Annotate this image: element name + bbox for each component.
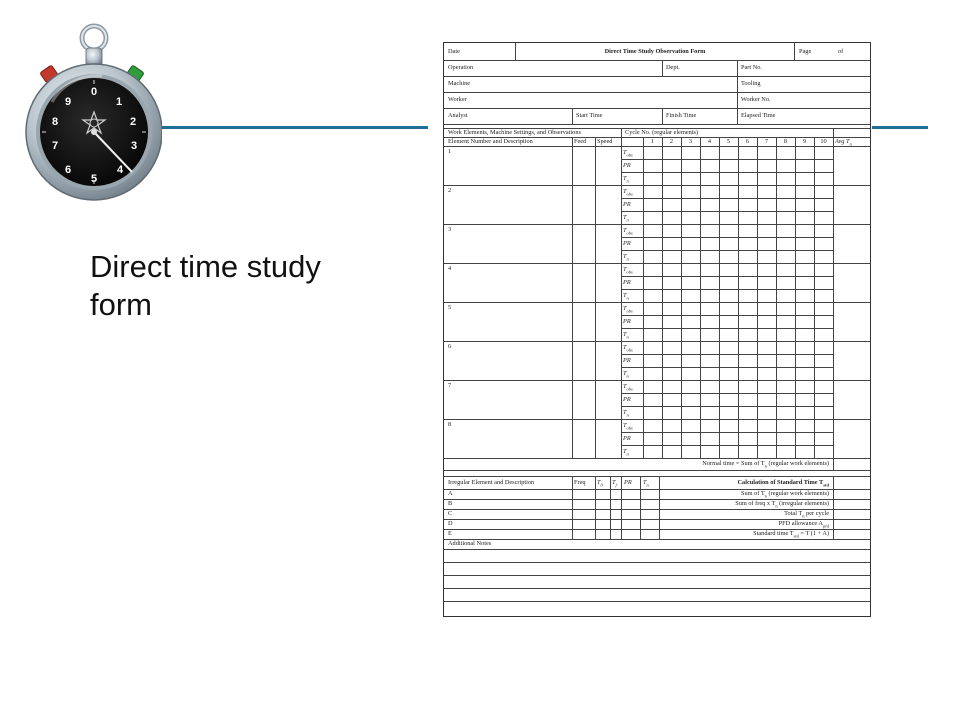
- cycle-col-head-1: 1: [650, 138, 655, 145]
- cycle-col-rule: [795, 137, 796, 458]
- sub-row-label: PR: [623, 318, 631, 325]
- element-row-rule: [444, 224, 870, 225]
- irregular-col-rule: [640, 476, 641, 539]
- form-rule: [572, 137, 573, 458]
- element-row-rule: [444, 302, 870, 303]
- dial-number-2: 2: [129, 116, 137, 128]
- sub-row-label: $T_n$: [623, 448, 629, 457]
- dial-number-1: 1: [115, 96, 123, 108]
- dial-number-8: 8: [51, 116, 59, 128]
- sub-row-rule: [621, 237, 833, 238]
- sub-row-label: PR: [623, 396, 631, 403]
- time-study-form: [443, 42, 871, 617]
- tf-col-head: $T_f$: [612, 479, 617, 488]
- calc-row-4: Standard time $T_{std} = T$ (1 + A): [753, 530, 829, 539]
- sub-row-label: $T_n$: [623, 370, 629, 379]
- element-row-rule: [444, 380, 870, 381]
- cycle-col-rule: [833, 137, 834, 458]
- cycle-col-rule: [814, 137, 815, 458]
- sub-row-rule: [621, 367, 833, 368]
- cycle-col-head-10: 10: [820, 138, 827, 145]
- notes-rule: [444, 601, 870, 602]
- form-rule: [737, 76, 738, 92]
- element-number-1: 1: [448, 148, 452, 155]
- calc-row-0: Sum of $T_n$ (regular work elements): [740, 490, 829, 499]
- element-number-5: 5: [448, 304, 452, 311]
- dial-number-3: 3: [130, 140, 138, 152]
- sub-row-rule: [621, 315, 833, 316]
- element-number-8: 8: [448, 421, 452, 428]
- element-row-rule: [444, 419, 870, 420]
- sub-row-rule: [621, 406, 833, 407]
- dial-number-4: 4: [116, 164, 124, 176]
- tn-col-head: $T_n$: [643, 479, 649, 488]
- sub-row-rule: [621, 250, 833, 251]
- operation-label: Operation: [448, 64, 474, 71]
- sub-row-label: $T_{obs}$: [623, 227, 633, 236]
- sub-row-rule: [621, 211, 833, 212]
- sub-row-label: $T_{obs}$: [623, 422, 633, 431]
- sub-row-label: $T_{obs}$: [623, 188, 633, 197]
- sub-row-label: $T_n$: [623, 214, 629, 223]
- dial-number-5: 5: [90, 173, 98, 185]
- sub-row-rule: [621, 393, 833, 394]
- sub-row-rule: [621, 172, 833, 173]
- sub-row-rule: [621, 354, 833, 355]
- dial-number-7: 7: [51, 140, 59, 152]
- sub-row-rule: [621, 198, 833, 199]
- element-number-6: 6: [448, 343, 452, 350]
- sub-row-label: $T_{obs}$: [623, 383, 633, 392]
- title-rule-right: [872, 126, 928, 129]
- cycle-col-rule: [681, 137, 682, 458]
- irregular-letter-B: B: [448, 500, 453, 507]
- form-rule: [794, 43, 795, 60]
- form-title: Direct Time Study Observation Form: [604, 48, 706, 55]
- part-no-label: Part No.: [741, 64, 762, 71]
- sub-row-rule: [621, 289, 833, 290]
- speed-col-head: Speed: [597, 138, 613, 145]
- notes-rule: [444, 549, 870, 550]
- irregular-col-rule: [572, 476, 573, 539]
- sub-row-label: $T_{obs}$: [623, 266, 633, 275]
- worker-no-label: Worker No.: [741, 96, 771, 103]
- sub-row-rule: [621, 159, 833, 160]
- cycle-col-head-7: 7: [764, 138, 769, 145]
- cycle-col-head-9: 9: [802, 138, 807, 145]
- title-rule-left: [160, 126, 428, 129]
- form-rule: [643, 137, 644, 458]
- sub-row-label: $T_n$: [623, 409, 629, 418]
- irregular-letter-D: D: [448, 520, 453, 527]
- cycle-col-head-6: 6: [745, 138, 750, 145]
- cycle-col-rule: [719, 137, 720, 458]
- irregular-letter-A: A: [448, 490, 453, 497]
- element-col-head: Element Number and Description: [448, 138, 533, 145]
- cycle-col-head-2: 2: [669, 138, 674, 145]
- avg-col-head: Avg $T_n$: [835, 138, 852, 146]
- cycle-heading: Cycle No. (regular elements): [625, 129, 699, 136]
- sub-row-label: PR: [623, 240, 631, 247]
- sub-row-label: $T_n$: [623, 175, 629, 184]
- elapsed-time-label: Elapsed Time: [741, 112, 776, 119]
- worker-label: Worker: [448, 96, 467, 103]
- cycle-col-rule: [662, 137, 663, 458]
- pr-col-head: PR: [624, 479, 632, 486]
- start-time-label: Start Time: [576, 112, 603, 119]
- of-label: of: [838, 48, 844, 55]
- cycle-col-head-5: 5: [726, 138, 731, 145]
- cycle-col-rule: [738, 137, 739, 458]
- calc-row-2: Total $T_n$ per cycle: [784, 510, 829, 519]
- irregular-col-rule: [659, 476, 660, 539]
- page-label: Page: [799, 48, 812, 55]
- form-rule: [662, 108, 663, 124]
- sub-row-label: $T_{obs}$: [623, 149, 633, 158]
- sub-row-rule: [621, 276, 833, 277]
- normal-time-label: Normal time = Sum of $T_n$ (regular work elements): [702, 460, 829, 469]
- element-row-rule: [444, 263, 870, 264]
- element-row-rule: [444, 185, 870, 186]
- sub-row-label: PR: [623, 201, 631, 208]
- form-rule: [833, 458, 834, 470]
- finish-time-label: Finish Time: [666, 112, 697, 119]
- irregular-element-col-head: Irregular Element and Description: [448, 479, 535, 486]
- sub-row-label: PR: [623, 162, 631, 169]
- dial-number-6: 6: [64, 164, 72, 176]
- sub-row-label: $T_n$: [623, 253, 629, 262]
- sub-row-label: $T_{obs}$: [623, 344, 633, 353]
- notes-rule: [444, 575, 870, 576]
- normal-time-rule: [444, 470, 870, 471]
- notes-rule: [444, 562, 870, 563]
- freq-col-head: Freq: [574, 479, 586, 486]
- sub-row-rule: [621, 432, 833, 433]
- element-row-rule: [444, 341, 870, 342]
- element-number-7: 7: [448, 382, 452, 389]
- irregular-col-rule: [621, 476, 622, 539]
- irregular-letter-C: C: [448, 510, 453, 517]
- header-row-rule: [444, 124, 870, 125]
- cycle-col-rule: [700, 137, 701, 458]
- cycle-col-rule: [757, 137, 758, 458]
- date-label: Date: [448, 48, 460, 55]
- sub-row-label: PR: [623, 435, 631, 442]
- t0-col-head: $T_0$: [597, 479, 603, 488]
- cycle-col-head-3: 3: [688, 138, 693, 145]
- dept-label: Dept.: [666, 64, 680, 71]
- cycle-col-head-8: 8: [783, 138, 788, 145]
- tooling-label: Tooling: [741, 80, 761, 87]
- irregular-col-rule: [610, 476, 611, 539]
- feed-col-head: Feed: [574, 138, 587, 145]
- form-rule: [662, 60, 663, 76]
- dial-number-9: 9: [64, 96, 72, 108]
- calc-row-1: Sum of freq x $T_n$ (irregular elements): [735, 500, 829, 509]
- element-number-3: 3: [448, 226, 452, 233]
- form-rule: [621, 137, 622, 458]
- sub-row-rule: [621, 328, 833, 329]
- calc-row-3: PFD allowance $A_{pfd}$: [778, 520, 829, 529]
- sub-row-label: $T_n$: [623, 331, 629, 340]
- form-rule: [737, 92, 738, 108]
- irregular-letter-E: E: [448, 530, 452, 537]
- sub-row-label: PR: [623, 279, 631, 286]
- calc-heading: Calculation of Standard Time $T_{std}$: [737, 479, 829, 488]
- form-rule: [444, 146, 870, 147]
- stopwatch-icon: [22, 22, 162, 207]
- form-rule: [737, 108, 738, 124]
- slide-caption: Direct time study form: [90, 249, 321, 322]
- notes-rule: [444, 588, 870, 589]
- analyst-label: Analyst: [448, 112, 468, 119]
- form-rule: [833, 128, 834, 137]
- sub-row-label: PR: [623, 357, 631, 364]
- form-rule: [621, 128, 622, 137]
- form-rule: [595, 137, 596, 458]
- element-number-4: 4: [448, 265, 452, 272]
- irregular-col-rule: [833, 476, 834, 539]
- cycle-col-rule: [776, 137, 777, 458]
- element-number-2: 2: [448, 187, 452, 194]
- cycle-col-head-4: 4: [707, 138, 712, 145]
- form-rule: [572, 108, 573, 124]
- dial-number-0: 0: [90, 86, 98, 98]
- machine-label: Machine: [448, 80, 471, 87]
- sub-row-label: $T_n$: [623, 292, 629, 301]
- sub-row-rule: [621, 445, 833, 446]
- irregular-col-rule: [595, 476, 596, 539]
- additional-notes-label: Additional Notes: [448, 540, 492, 547]
- form-rule: [737, 60, 738, 76]
- sub-row-label: $T_{obs}$: [623, 305, 633, 314]
- work-elements-heading: Work Elements, Machine Settings, and Observations: [448, 129, 581, 136]
